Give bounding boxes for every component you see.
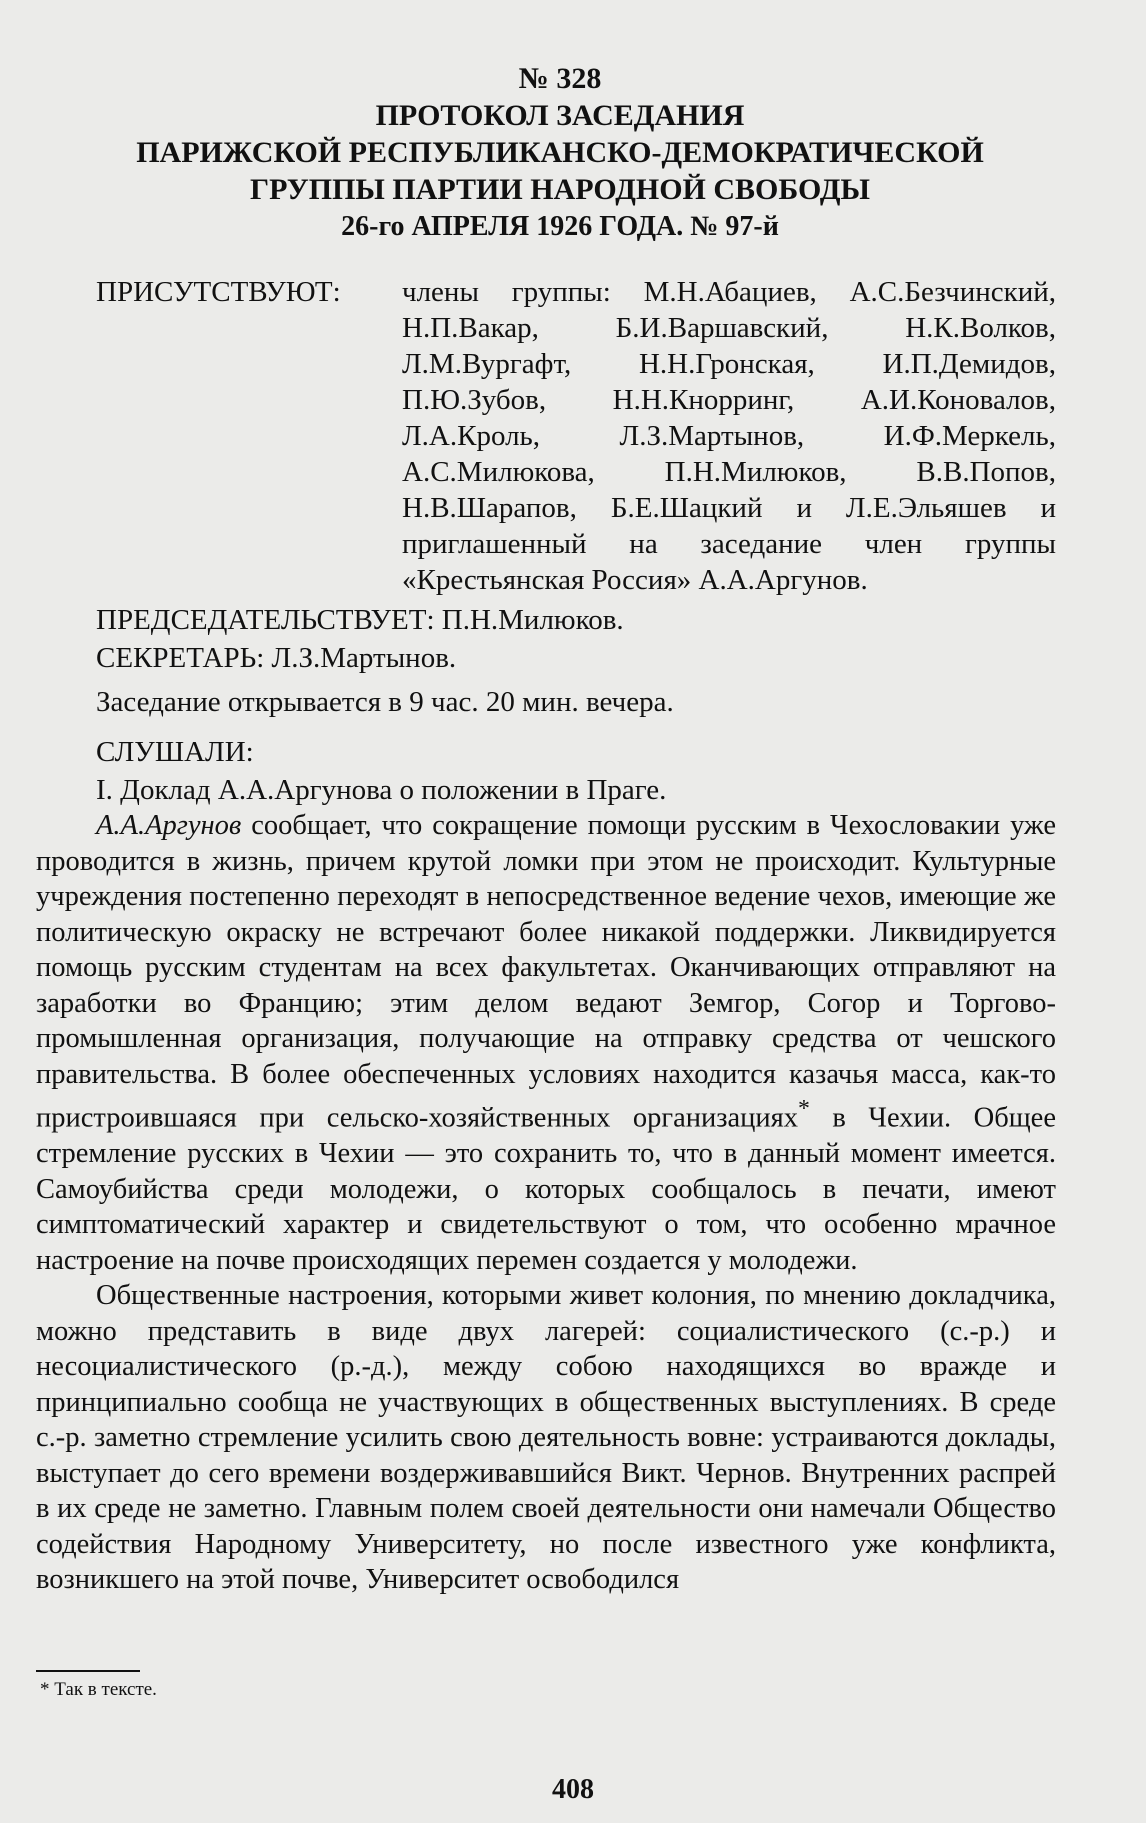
document-heading xyxy=(60,60,1060,245)
page-number: 408 xyxy=(552,1774,594,1805)
heard-label: СЛУШАЛИ: xyxy=(96,736,254,768)
footnote-mark: * xyxy=(798,1096,810,1122)
paragraph-1-text: сообщает, что сокращение помощи русским в Чехословакии уже проводится в жизнь, причем крутой ломки при этом не происходит. Культурные учреждения постепенно переходят в непосредственное ведение чехов, имеющие же политическую окраску не встречают более никакой поддержки. Ликвидируется помощь русским студентам на всех факультетах. Оканчивающих отправляют на заработки во Францию; этим делом ведают Земгор, Согор и Торгово-промышленная организация, получающие на отправку средства от чешского правительства. В более обеспеченных условиях находится казачья масса, как-то пристроившаяся при сельско-хозяйственных организациях xyxy=(36,810,1056,1134)
attendance-members: члены группы: М.Н.Абациев, А.С.Безчинский, Н.П.Вакар, Б.И.Варшавский, Н.К.Волков, Л.М.Вургафт, Н.Н.Гронская, И.П.Демидов, П.Ю.Зубов, Н.Н.Кнорринг, А.И.Коновалов, Л.А.Кроль, Л.З.Мартынов, И.Ф.Меркель, А.С.Милюкова, П.Н.Милюков, В.В.Попов, Н.В.Шарапов, Б.Е.Шацкий и Л.Е.Эльяшев и приглашенный на заседание член группы «Крестьянская Россия» А.А.Аргунов. xyxy=(402,276,1056,596)
speaker-name: А.А.Аргунов xyxy=(96,810,242,841)
footnote: * Так в тексте. xyxy=(40,1679,157,1700)
date-line: 26-го АПРЕЛЯ 1926 ГОДА. № 97-й xyxy=(341,211,779,242)
report-body xyxy=(36,808,1056,1598)
secretary-line: СЕКРЕТАРЬ: Л.З.Мартынов. xyxy=(96,642,457,674)
agenda-item-1: I. Доклад А.А.Аргунова о положении в Праге. xyxy=(96,774,667,806)
attendance-label: ПРИСУТСТВУЮТ: xyxy=(96,276,341,308)
title-line-2: ПАРИЖСКОЙ РЕСПУБЛИКАНСКО-ДЕМОКРАТИЧЕСКОЙ xyxy=(136,136,984,169)
paragraph-1-rest: в Чехии. Общее стремление русских в Чехии — это сохранить то, что в данный момент имеется. Самоубийства среди молодежи, о которых сообщалось в печати, имеют симптоматический характер и свидетельствуют о том, что особенно мрачное настроение на почве происходящих перемен создается у молодежи. xyxy=(36,1102,1056,1276)
footnote-rule xyxy=(36,1670,140,1672)
title-line-3: ГРУППЫ ПАРТИИ НАРОДНОЙ СВОБОДЫ xyxy=(250,173,870,206)
paragraph-1 xyxy=(36,808,1056,1278)
chair-line: ПРЕДСЕДАТЕЛЬСТВУЕТ: П.Н.Милюков. xyxy=(96,604,624,636)
title-line-1: ПРОТОКОЛ ЗАСЕДАНИЯ xyxy=(375,99,745,132)
opening-line: Заседание открывается в 9 час. 20 мин. вечера. xyxy=(96,686,674,718)
paragraph-2: Общественные настроения, которыми живет колония, по мнению докладчика, можно представить в виде двух лагерей: социалистического (с.-р.) и несоциалистического (р.-д.), между собою находящихся во вражде и принципиально сообща не участвующих в общественных выступлениях. В среде с.-р. заметно стремление усилить свою деятельность вовне: устраиваются доклады, выступает до сего времени воздерживавшийся Викт. Чернов. Внутренних распрей в их среде не заметно. Главным полем своей деятельности они намечали Общество содействия Народному Университету, но после известного уже конфликта, возникшего на этой почве, Университет освободился xyxy=(36,1280,1056,1595)
document-number: № 328 xyxy=(518,62,602,95)
